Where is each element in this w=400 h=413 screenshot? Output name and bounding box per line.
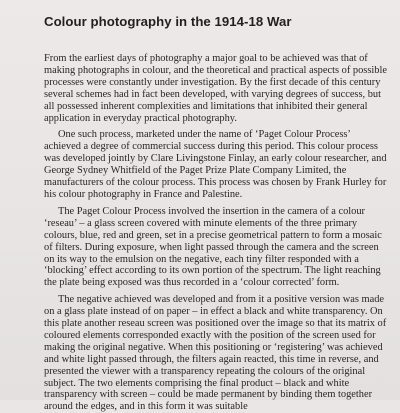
paragraph-1: From the earliest days of photography a major goal to be achieved was that of making photographs in colour, and the theoretical and practical aspects of possible processes were constantly under investigation. By the first decade of this century several schemes had in fact been developed, with varying degrees of success, but all possessed inherent complexities and limitations that inhibited their general application in everyday practical photography. [44, 53, 387, 124]
article [44, 14, 389, 413]
paragraph-4: The negative achieved was developed and from it a positive version was made on a glass plate instead of on paper – in effect a black and white transparency. On this plate another reseau screen was positioned over the image so that its matrix of coloured elements corresponded exactly with the position of the screen used for making the original negative. When this positioning or ‘registering’ was achieved and white light passed through, the filters again reacted, this time in reverse, and presented the viewer with a transparency repeating the colours of the original subject. The two elements comprising the final product – black and white transparency with screen – could be made permanent by binding them together around the edges, and in this form it was suitable [44, 294, 387, 413]
paragraph-3: The Paget Colour Process involved the insertion in the camera of a colour ‘reseau’ – a glass screen covered with minute elements of the three primary colours, blue, red and green, set in a precise geometrical pattern to form a mosaic of filters. During exposure, when light passed through the camera and the screen on its way to the emulsion on the negative, each tiny filter responded with a ‘blocking’ effect according to its own portion of the spectrum. The light reaching the plate being exposed was thus recorded in a ‘colour corrected’ form. [44, 205, 382, 289]
paragraph-2: One such process, marketed under the name of ‘Paget Colour Process’ achieved a degree of commercial success during this period. This colour process was developed jointly by Clare Livingstone Finlay, an early colour researcher, and George Sydney Whitfield of the Paget Prize Plate Company Limited, the manufacturers of the colour process. This process was chosen by Frank Hurley for his colour photography in France and Palestine. [44, 129, 387, 200]
article-title: Colour photography in the 1914-18 War [44, 14, 292, 29]
